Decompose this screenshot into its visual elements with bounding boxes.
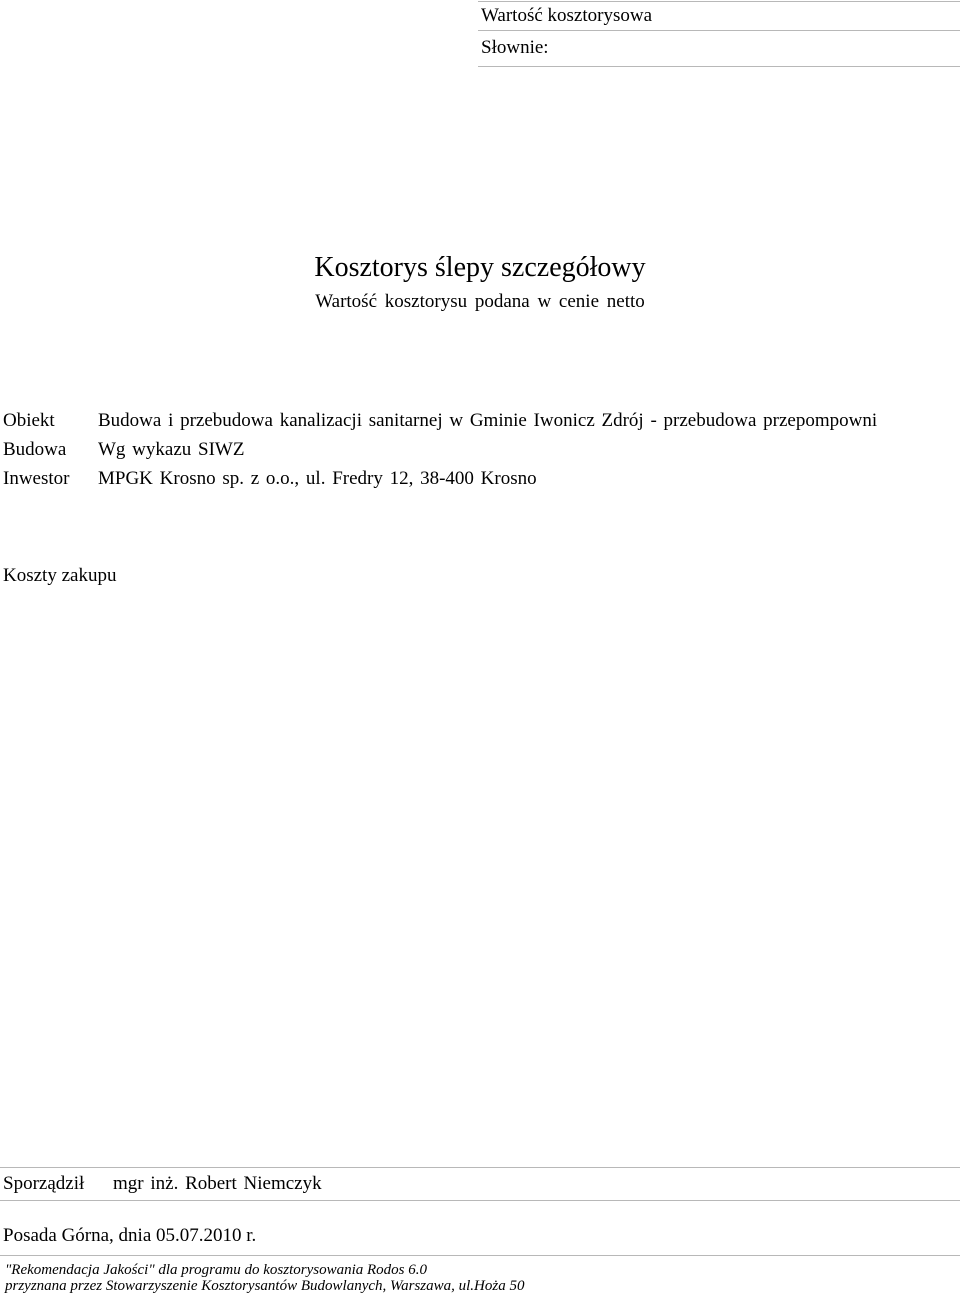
wartosc-kosztorysowa-label: Wartość kosztorysowa <box>481 5 653 26</box>
sporzadzil-value: mgr inż. Robert Niemczyk <box>113 1173 322 1194</box>
page-subtitle: Wartość kosztorysu podana w cenie netto <box>315 291 645 312</box>
footer-top-rule <box>0 1255 960 1256</box>
sporzadzil-top-rule <box>0 1167 960 1168</box>
header-mid-rule <box>478 30 960 31</box>
place-date: Posada Górna, dnia 05.07.2010 r. <box>3 1225 257 1246</box>
budowa-label: Budowa <box>3 439 67 460</box>
footer-line-2: przyznana przez Stowarzyszenie Kosztorysantów Budowlanych, Warszawa, ul.Hoża 50 <box>5 1278 525 1294</box>
slownie-label: Słownie: <box>481 37 549 58</box>
footer-line-1: "Rekomendacja Jakości" dla programu do kosztorysowania Rodos 6.0 <box>5 1262 427 1278</box>
obiekt-label: Obiekt <box>3 410 55 431</box>
inwestor-label: Inwestor <box>3 468 70 489</box>
inwestor-value: MPGK Krosno sp. z o.o., ul. Fredry 12, 38-400 Krosno <box>98 468 537 489</box>
koszty-zakupu-label: Koszty zakupu <box>3 565 117 586</box>
header-bottom-rule <box>478 66 960 67</box>
sporzadzil-label: Sporządził <box>3 1173 85 1194</box>
header-top-rule <box>478 1 960 2</box>
page-title: Kosztorys ślepy szczegółowy <box>314 252 646 283</box>
sporzadzil-bottom-rule <box>0 1200 960 1201</box>
obiekt-value: Budowa i przebudowa kanalizacji sanitarnej w Gminie Iwonicz Zdrój - przebudowa przepompowni <box>98 410 878 431</box>
budowa-value: Wg wykazu SIWZ <box>98 439 245 460</box>
